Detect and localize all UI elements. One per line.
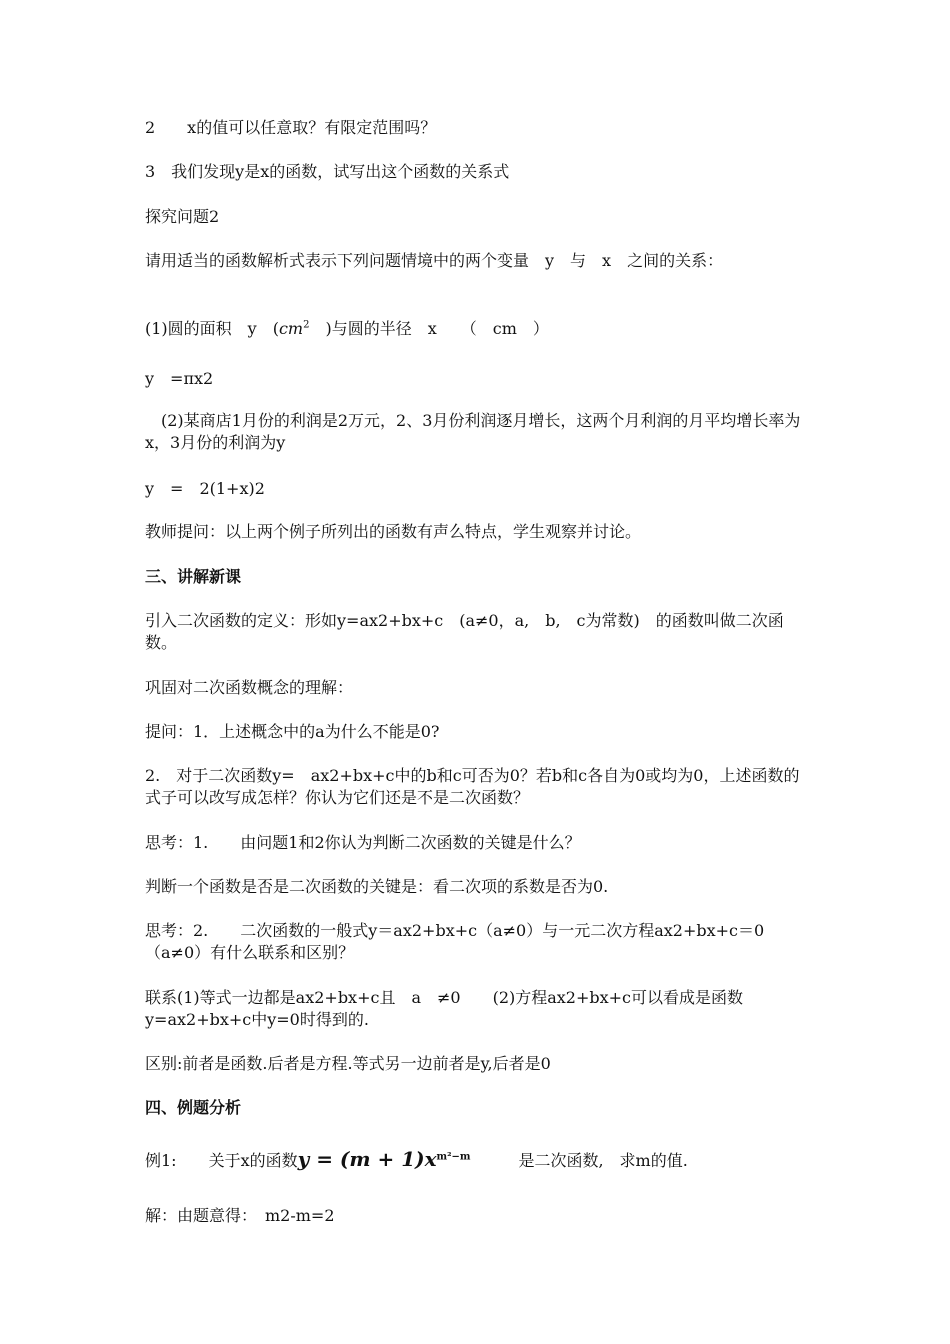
superscript: 2 — [303, 319, 310, 331]
paragraph-formula-2: y = 2(1+x)2 — [145, 479, 265, 498]
paragraph-teacher-question: 教师提问：以上两个例子所列出的函数有声么特点，学生观察并讨论。 — [145, 522, 642, 541]
text-part: 是二次函数, 求m的值. — [470, 1151, 688, 1170]
function-formula: y = (m + 1)x — [297, 1147, 437, 1171]
paragraph-question-2: 2. 对于二次函数y= ax2+bx+c中的b和c可否为0？若b和c各自为0或均为0，上述函数的式子可以改写成怎样？你认为它们还是不是二次函数？ — [145, 766, 800, 807]
paragraph-solution: 解：由题意得： m2-m=2 — [145, 1206, 335, 1225]
paragraph-profit: (2)某商店1月份的利润是2万元，2、3月份利润逐月增长，这两个月利润的月平均增长率为x，3月份的利润为y — [145, 411, 801, 452]
paragraph-difference: 区别:前者是函数.后者是方程.等式另一边前者是y,后者是0 — [145, 1054, 551, 1073]
exponent: m²−m — [436, 1151, 471, 1163]
paragraph-example-1 — [145, 1148, 810, 1172]
paragraph-definition: 引入二次函数的定义：形如y=ax2+bx+c (a≠0，a, b, c为常数) 的函数叫做二次函数。 — [145, 611, 784, 652]
paragraph-instruction: 请用适当的函数解析式表示下列问题情境中的两个变量 y 与 x 之间的关系： — [145, 251, 724, 270]
section-heading-4: 四、例题分析 — [145, 1098, 242, 1117]
paragraph-question-1: 提问：1．上述概念中的a为什么不能是0? — [145, 722, 440, 741]
paragraph-think-1: 思考：1. 由问题1和2你认为判断二次函数的关键是什么？ — [145, 833, 581, 852]
paragraph-q3: 3 我们发现y是x的函数，试写出这个函数的关系式 — [145, 162, 510, 181]
section-heading-3: 三、讲解新课 — [145, 567, 242, 586]
text-part: )与圆的半径 x （ cm ） — [309, 319, 549, 338]
paragraph-circle-area — [145, 318, 810, 340]
paragraph-formula-1: y =πx2 — [145, 369, 214, 388]
paragraph-q2: 2 x的值可以任意取？有限定范围吗？ — [145, 118, 437, 137]
paragraph-relation: 联系(1)等式一边都是ax2+bx+c且 a ≠0 (2)方程ax2+bx+c可以看成是函数y=ax2+bx+c中y=0时得到的. — [145, 988, 744, 1029]
text-part: (1)圆的面积 y ( — [145, 319, 279, 338]
text-part: 例1: 关于x的函数 — [145, 1151, 298, 1170]
paragraph-think-2: 思考：2. 二次函数的一般式y＝ax2+bx+c（a≠0）与一元二次方程ax2+bx+c＝0（a≠0）有什么联系和区别？ — [145, 921, 765, 962]
cm-unit-formula: cm — [278, 319, 304, 338]
paragraph-explore-2: 探究问题2 — [145, 207, 220, 226]
paragraph-consolidate: 巩固对二次函数概念的理解： — [145, 678, 354, 697]
paragraph-key-point: 判断一个函数是否是二次函数的关键是：看二次项的系数是否为0. — [145, 877, 609, 896]
